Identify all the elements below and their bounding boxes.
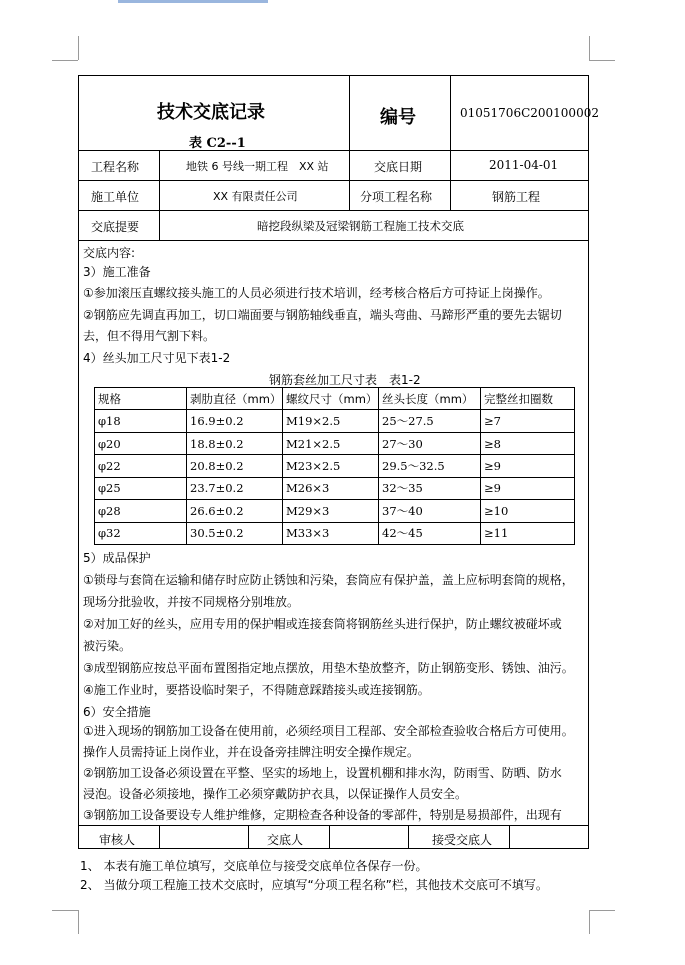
table-cell: M26×3 — [283, 477, 379, 499]
table-cell: ≥9 — [481, 477, 575, 499]
subproject-name-value: 钢筋工程 — [492, 190, 541, 204]
table-header-cell: 规格 — [95, 388, 187, 410]
table-cell: 30.5±0.2 — [187, 522, 283, 544]
disclosure-date-value: 2011-04-01 — [489, 158, 559, 172]
crop-mark-bottom-left-v — [78, 910, 79, 934]
table-cell: M33×3 — [283, 522, 379, 544]
table-cell: 29.5～32.5 — [379, 455, 481, 477]
content-line: 4）丝头加工尺寸见下表1-2 — [83, 351, 231, 365]
table-row — [95, 522, 575, 544]
table-cell: φ18 — [95, 410, 187, 432]
table-cell: 25～27.5 — [379, 410, 481, 432]
crop-mark-top-right-h — [589, 60, 615, 61]
table-cell: 27～30 — [379, 432, 481, 454]
construction-unit-label: 施工单位 — [91, 190, 140, 204]
disclosure-date-label: 交底日期 — [374, 160, 423, 174]
table-cell: 20.8±0.2 — [187, 455, 283, 477]
table-cell: φ28 — [95, 500, 187, 522]
crop-mark-top-left-h — [52, 60, 78, 61]
content-line: 3）施工准备 — [83, 265, 151, 279]
table-cell: 32～35 — [379, 477, 481, 499]
content-line: ④施工作业时，要搭设临时架子，不得随意踩踏接头或连接钢筋。 — [83, 683, 430, 697]
table-cell: φ25 — [95, 477, 187, 499]
table-header-cell: 丝头长度（mm） — [379, 388, 481, 410]
content-line: 现场分批验收，并按不同规格分别堆放。 — [83, 595, 300, 609]
crop-mark-bottom-right-v — [589, 910, 590, 934]
table-row — [95, 410, 575, 432]
project-name-value: 地铁 6 号线一期工程 XX 站 — [186, 160, 329, 173]
content-heading: 交底内容: — [83, 246, 136, 260]
table-cell: ≥9 — [481, 455, 575, 477]
content-line: 被污染。 — [83, 639, 132, 653]
subproject-name-label: 分项工程名称 — [360, 190, 433, 204]
presenter-label: 交底人 — [267, 833, 304, 847]
table-cell: ≥8 — [481, 432, 575, 454]
table-cell: ≥10 — [481, 500, 575, 522]
table-cell: 23.7±0.2 — [187, 477, 283, 499]
code-label: 编号 — [380, 107, 416, 128]
table-cell: ≥7 — [481, 410, 575, 432]
reviewer-label: 审核人 — [99, 833, 136, 847]
form-title: 技术交底记录 — [157, 102, 265, 123]
content-line: ①参加滚压直螺纹接头施工的人员必须进行技术培训，经考核合格后方可持证上岗操作。 — [83, 286, 550, 300]
table-cell: 37～40 — [379, 500, 481, 522]
crop-mark-bottom-left-h — [52, 910, 78, 911]
table-number: 表 C2--1 — [189, 136, 246, 151]
footnote: 2、 当做分项工程施工技术交底时，应填写“分项工程名称”栏，其他技术交底可不填写。 — [80, 878, 548, 892]
code-value: 01051706C200100002 — [460, 106, 599, 120]
construction-unit-value: XX 有限责任公司 — [213, 190, 298, 203]
footnote: 1、 本表有施工单位填写，交底单位与接受交底单位各保存一份。 — [80, 859, 428, 873]
crop-mark-bottom-right-h — [589, 910, 615, 911]
table-cell: φ32 — [95, 522, 187, 544]
table-cell: M23×2.5 — [283, 455, 379, 477]
content-line: 6）安全措施 — [83, 705, 151, 719]
table-cell: ≥11 — [481, 522, 575, 544]
disclosure-summary-value: 暗挖段纵梁及冠梁钢筋工程施工技术交底 — [257, 219, 464, 233]
table-cell: φ22 — [95, 455, 187, 477]
table-header-cell: 剥肋直径（mm） — [187, 388, 283, 410]
project-name-label: 工程名称 — [91, 160, 140, 174]
content-line: 操作人员需持证上岗作业，并在设备旁挂牌注明安全操作规定。 — [83, 745, 420, 759]
table-cell: 18.8±0.2 — [187, 432, 283, 454]
receiver-label: 接受交底人 — [432, 833, 493, 847]
table-cell: 26.6±0.2 — [187, 500, 283, 522]
content-line: ②钢筋加工设备必须设置在平整、坚实的场地上，设置机棚和排水沟，防雨雪、防晒、防水 — [83, 766, 562, 780]
technical-disclosure-form — [78, 75, 599, 849]
crop-mark-top-right-v — [589, 36, 590, 60]
content-line: ③成型钢筋应按总平面布置图指定地点摆放，用垫木垫放整齐，防止钢筋变形、锈蚀、油污。 — [83, 661, 574, 675]
table-row — [95, 455, 575, 477]
content-line: ①锁母与套筒在运输和储存时应防止锈蚀和污染，套筒应有保护盖，盖上应标明套筒的规格， — [83, 573, 574, 587]
table-header-cell: 完整丝扣圈数 — [481, 388, 575, 410]
table-caption: 钢筋套丝加工尺寸表 表1-2 — [269, 373, 421, 387]
table-cell: φ20 — [95, 432, 187, 454]
table-header-row — [95, 388, 575, 410]
table-cell: M21×2.5 — [283, 432, 379, 454]
content-line: 5）成品保护 — [83, 551, 151, 565]
table-row — [95, 432, 575, 454]
table-row — [95, 500, 575, 522]
table-cell: 16.9±0.2 — [187, 410, 283, 432]
content-line: 去，但不得用气割下料。 — [83, 329, 216, 343]
window-top-accent — [118, 0, 268, 3]
content-line: ①进入现场的钢筋加工设备在使用前，必须经项目工程部、安全部检查验收合格后方可使用。 — [83, 724, 574, 738]
content-line: ③钢筋加工设备要设专人维护维修，定期检查各种设备的零部件，特别是易损部件，出现有 — [83, 808, 562, 822]
content-line: ②对加工好的丝头，应用专用的保护帽或连接套筒将钢筋丝头进行保护，防止螺纹被碰坏或 — [83, 617, 562, 631]
content-line: 浸泡。设备必须接地，操作工必须穿戴防护衣具，以保证操作人员安全。 — [83, 787, 468, 801]
crop-mark-top-left-v — [78, 36, 79, 60]
table-cell: M19×2.5 — [283, 410, 379, 432]
thread-dimension-table — [94, 387, 575, 545]
table-header-cell: 螺纹尺寸（mm） — [283, 388, 379, 410]
content-line: ②钢筋应先调直再加工，切口端面要与钢筋轴线垂直，端头弯曲、马蹄形严重的要先去锯切 — [83, 308, 562, 322]
disclosure-summary-label: 交底提要 — [91, 220, 140, 234]
table-cell: 42～45 — [379, 522, 481, 544]
table-cell: M29×3 — [283, 500, 379, 522]
table-row — [95, 477, 575, 499]
